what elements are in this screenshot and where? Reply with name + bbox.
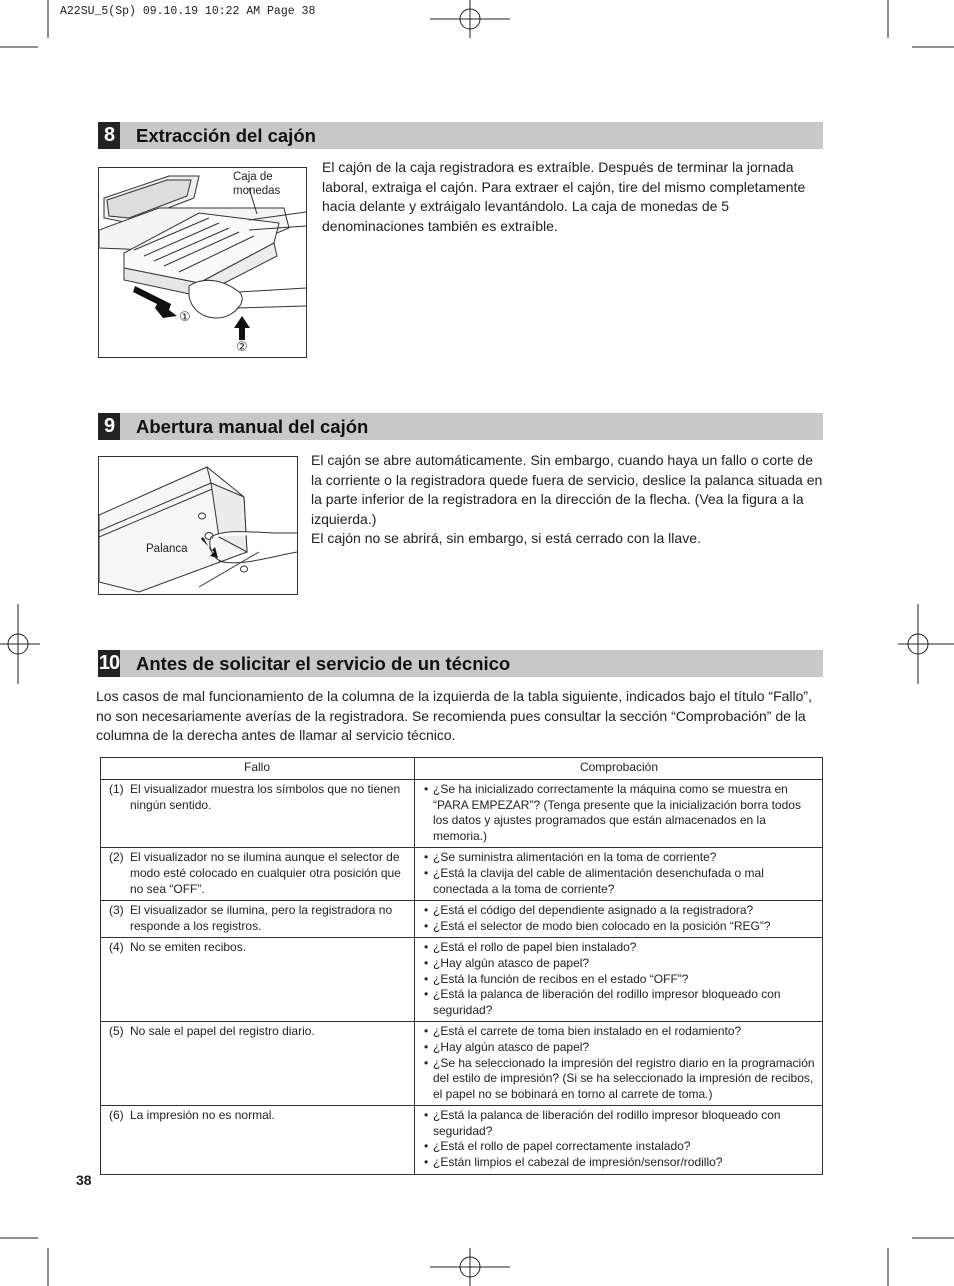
check-text: ¿Se ha seleccionado la impresión del registro diario en la programación del estilo de impresión? (Si se ha seleccionado la impresión de recibos, el papel no se bobinará en torno al carrete de toma.) (433, 1055, 815, 1101)
comprobacion-cell (415, 901, 824, 938)
bullet-icon: • (424, 955, 429, 970)
check-text: ¿Está la función de recibos en el estado “OFF”? (433, 971, 689, 986)
comprobacion-cell (415, 780, 824, 848)
section-9-header (98, 413, 823, 440)
section-9-number: 9 (98, 413, 120, 440)
comprobacion-cell (415, 848, 824, 901)
fallo-number: (1) (109, 782, 124, 796)
drawer-removal-illustration (98, 167, 307, 358)
section-9-text (311, 451, 824, 549)
table-row (100, 848, 823, 901)
check-item (424, 1024, 817, 1040)
fallo-text: El visualizador no se ilumina aunque el selector de modo esté colocado en cualquier otra posición que no sea “OFF”. (130, 850, 401, 896)
check-item (424, 903, 817, 919)
check-item (424, 1040, 817, 1056)
section-8-number: 8 (98, 122, 120, 149)
comprobacion-cell (415, 938, 824, 1022)
section-10-number: 10 (98, 650, 120, 677)
check-item (424, 1056, 817, 1103)
fallo-cell (100, 1022, 415, 1106)
check-text: ¿Está la palanca de liberación del rodillo impresor bloqueado con seguridad? (433, 1108, 781, 1138)
troubleshooting-table (100, 757, 823, 1174)
bullet-icon: • (424, 1055, 429, 1070)
bullet-icon: • (424, 987, 429, 1002)
fallo-text: No se emiten recibos. (130, 940, 247, 955)
table-row (100, 938, 823, 1022)
fallo-cell (100, 938, 415, 1022)
comprobacion-cell (415, 1106, 824, 1174)
check-text: ¿Está el rollo de papel bien instalado? (433, 940, 637, 955)
check-item (424, 1155, 817, 1171)
check-item (424, 866, 817, 897)
check-text: ¿Está la palanca de liberación del rodillo impresor bloqueado con seguridad? (433, 987, 781, 1017)
section-8-text: El cajón de la caja registradora es extraíble. Después de terminar la jornada laboral, extraiga el cajón. Para extraer el cajón, tire del mismo completamente hacia delante y extráigalo levantándolo. La caja de monedas de 5 denominaciones también es extraíble. (322, 159, 806, 234)
check-text: ¿Está el rollo de papel correctamente instalado? (433, 1139, 691, 1154)
bullet-icon: • (424, 903, 429, 918)
header-comprobacion: Comprobación (415, 757, 824, 780)
check-item (424, 987, 817, 1018)
table-row (100, 1022, 823, 1106)
table-row (100, 901, 823, 938)
manual-lever-illustration (98, 456, 298, 595)
check-text: ¿Hay algún atasco de papel? (433, 955, 590, 970)
section-10-title: Antes de solicitar el servicio de un técnico (136, 653, 511, 674)
section-9-paragraph-1: El cajón se abre automáticamente. Sin embargo, cuando haya un fallo o corte de la corriente o la registradora quede fuera de servicio, deslice la palanca situada en la parte inferior de la registradora en la dirección de la flecha. (Vea la figura a la izquierda.) (311, 452, 823, 527)
check-item (424, 972, 817, 988)
section-10-header (98, 650, 823, 677)
fallo-cell (100, 1106, 415, 1174)
fallo-cell (100, 780, 415, 848)
fallo-number: (5) (109, 1024, 124, 1039)
fallo-cell (100, 848, 415, 901)
table-row (100, 780, 823, 848)
bullet-icon: • (424, 1039, 429, 1054)
section-9-title: Abertura manual del cajón (136, 416, 369, 437)
check-item (424, 919, 817, 935)
fallo-text: El visualizador se ilumina, pero la registradora no responde a los registros. (130, 903, 393, 933)
check-text: ¿Está la clavija del cable de alimentación desenchufada o mal conectada a la toma de corriente? (433, 865, 764, 896)
fallo-number: (3) (109, 903, 124, 918)
bullet-icon: • (424, 1155, 429, 1170)
bullet-icon: • (424, 1139, 429, 1154)
bullet-icon: • (424, 971, 429, 986)
table-header-row (100, 757, 823, 780)
bullet-icon: • (424, 782, 429, 796)
check-text: ¿Se suministra alimentación en la toma de corriente? (433, 850, 717, 865)
step-2-marker: ② (236, 339, 248, 354)
bullet-icon: • (424, 1024, 429, 1039)
section-9-paragraph-2: El cajón no se abrirá, sin embargo, si está cerrado con la llave. (311, 530, 701, 547)
fallo-number: (2) (109, 850, 124, 865)
bullet-icon: • (424, 940, 429, 955)
fallo-text: El visualizador muestra los símbolos que no tienen ningún sentido. (130, 782, 401, 812)
table-row (100, 1106, 823, 1174)
check-text: ¿Está el código del dependiente asignado a la registradora? (433, 903, 754, 918)
print-slug: A22SU_5(Sp) 09.10.19 10:22 AM Page 38 (60, 5, 316, 18)
check-item (424, 940, 817, 956)
page-number: 38 (76, 1172, 92, 1188)
bullet-icon: • (424, 865, 429, 880)
check-text: ¿Está el selector de modo bien colocado en la posición “REG”? (433, 918, 771, 933)
bullet-icon: • (424, 918, 429, 933)
check-item (424, 1139, 817, 1155)
fallo-text: No sale el papel del registro diario. (130, 1024, 315, 1039)
section-8-header (98, 122, 823, 149)
step-1-marker: ① (179, 309, 191, 324)
fallo-number: (4) (109, 940, 124, 955)
check-item (424, 850, 817, 866)
fallo-number: (6) (109, 1108, 124, 1123)
check-text: ¿Hay algún atasco de papel? (433, 1039, 590, 1054)
bullet-icon: • (424, 1108, 429, 1123)
fallo-text: La impresión no es normal. (130, 1108, 275, 1123)
section-10-intro: Los casos de mal funcionamiento de la columna de la izquierda de la tabla siguiente, indicados bajo el título “Fallo”, no son necesariamente averías de la registradora. Se recomienda pues consultar la sección “Comprobación” de la columna de la derecha antes de llamar al servicio técnico. (96, 688, 812, 744)
comprobacion-cell (415, 1022, 824, 1106)
header-fallo: Fallo (100, 757, 415, 780)
check-item (424, 956, 817, 972)
check-text: ¿Se ha inicializado correctamente la máquina como se muestra en “PARA EMPEZAR”? (Tenga presente que la inicialización borra todos los datos y ajustes programados que están almacenados en la memoria.) (433, 782, 801, 843)
fallo-cell (100, 901, 415, 938)
check-item (424, 1108, 817, 1139)
coin-case-label: Caja de monedas (233, 171, 281, 197)
bullet-icon: • (424, 850, 429, 865)
check-text: ¿Están limpios el cabezal de impresión/sensor/rodillo? (433, 1155, 723, 1170)
check-text: ¿Está el carrete de toma bien instalado en el rodamiento? (433, 1024, 742, 1039)
lever-label: Palanca (146, 543, 188, 555)
check-item (424, 782, 817, 844)
section-8-title: Extracción del cajón (136, 125, 316, 146)
